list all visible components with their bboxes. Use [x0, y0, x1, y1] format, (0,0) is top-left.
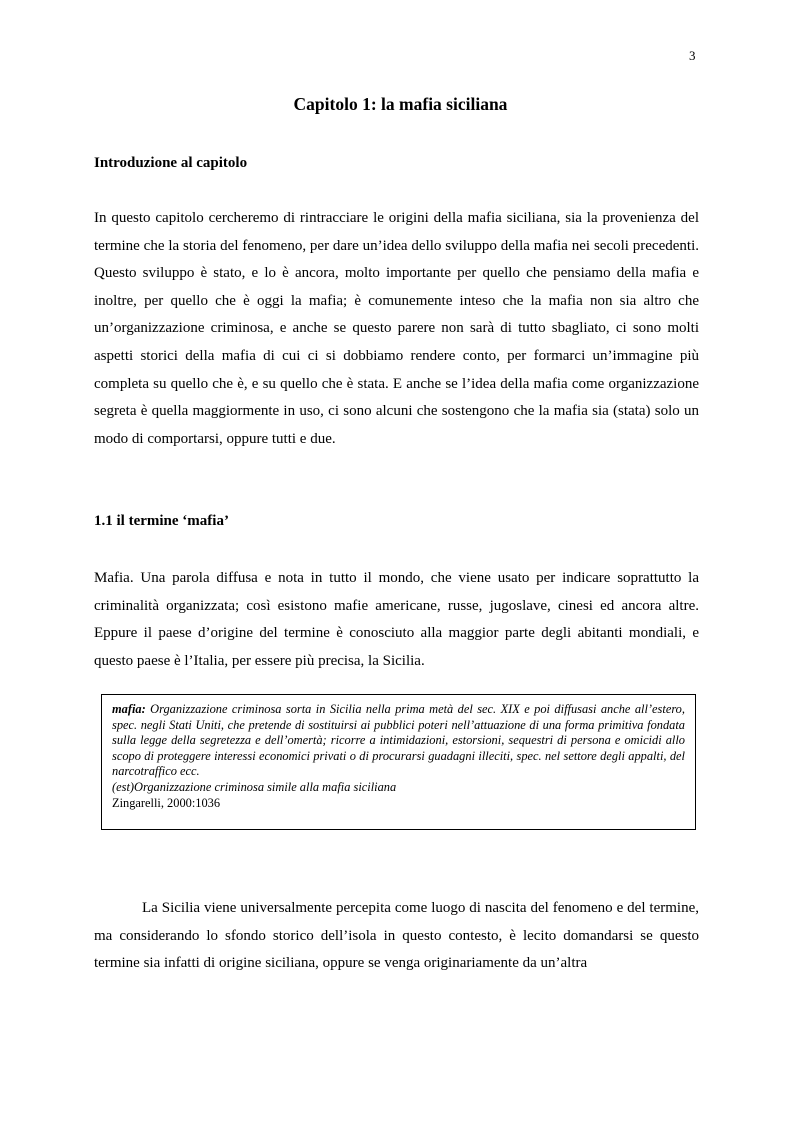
chapter-title: Capitolo 1: la mafia siciliana — [293, 94, 508, 114]
definition-box — [101, 694, 696, 830]
definition-body: Organizzazione criminosa sorta in Sicilia nella prima metà del sec. XIX e poi diffusasi anche all’estero, spec. negli Stati Uniti, che pretende di sostituirsi ai pubblici poteri nell’attuazione di una forma primitiva fondata sulla legge della segretezza e dell’omertà; ricorre a intimidazioni, estorsioni, sequestri di persona e omicidi allo scopo di proteggere interessi economici privati o di procurarsi guadagni illeciti, spec. nel settore degli appalti, del narcotraffico ecc. — [112, 702, 685, 779]
intro-paragraph: In questo capitolo cercheremo di rintracciare le origini della mafia siciliana, sia la provenienza del termine che la storia del fenomeno, per dare un’idea dello sviluppo della mafia nei secoli precedenti. Questo sviluppo è stato, e lo è ancora, molto importante per quello che pensiamo della mafia e inoltre, per quello che è oggi la mafia; è comunemente inteso che la mafia non sia altro che un’organizzazione criminosa, e anche se questo parere non sarà di tutto sbagliato, ci sono molti aspetti storici della mafia di cui ci si dobbiamo rendere conto, per formarci un’immagine più completa su quello che è, e su quello che è stata. E anche se l’idea della mafia come organizzazione segreta è quella maggiormente in uso, ci sono alcuni che sostengono che la mafia sia (stata) solo un modo di comportarsi, oppure tutti e due. — [94, 210, 699, 447]
term-paragraph: Mafia. Una parola diffusa e nota in tutto il mondo, che viene usato per indicare soprattutto la criminalità organizzata; così esistono mafie americane, russe, jugoslave, cinesi ed ancora altre. Eppure il paese d’origine del termine è conosciuto alla maggior parte degli abitanti mondiali, e questo paese è l’Italia, per essere più precisa, la Sicilia. — [94, 570, 699, 669]
definition-text — [112, 702, 685, 780]
definition-source: Zingarelli, 2000:1036 — [112, 795, 221, 810]
definition-extended: (est)Organizzazione criminosa simile alla mafia siciliana — [112, 779, 397, 794]
page-number: 3 — [689, 48, 696, 63]
sicilia-paragraph: La Sicilia viene universalmente percepita come luogo di nascita del fenomeno e del termine, ma considerando lo sfondo storico dell’isola in questo contesto, è lecito domandarsi se questo termine sia infatti di origine siciliana, oppure se venga originariamente da un’altra — [94, 900, 699, 972]
section-heading-term: 1.1 il termine ‘mafia’ — [94, 513, 229, 529]
definition-term: mafia: — [112, 702, 146, 716]
section-heading-intro: Introduzione al capitolo — [94, 155, 248, 171]
